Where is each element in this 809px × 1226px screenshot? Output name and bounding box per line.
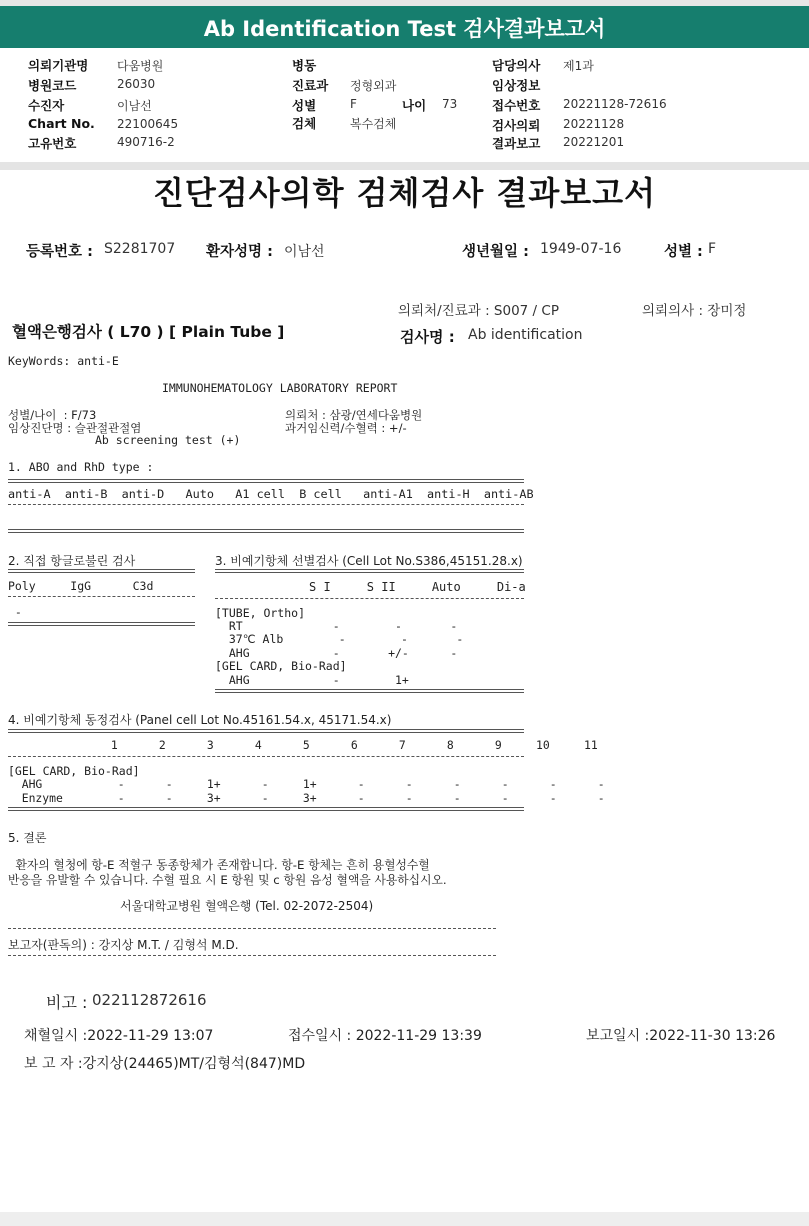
info-label: 병원코드 [28, 78, 77, 93]
info-label: 담당의사 [492, 58, 541, 73]
section-3-title: 3. 비예기항체 선별검사 (Cell Lot No.S386,45151.28.x) [215, 554, 523, 568]
ordering-doctor: 의뢰의사 : 장미정 [642, 303, 747, 319]
double-rule [8, 729, 524, 733]
info-label: 의뢰기관명 [28, 58, 89, 73]
info-label: 임상정보 [492, 78, 541, 93]
screening-row: RT - - - [215, 619, 458, 633]
screening-row: AHG - 1+ [215, 673, 409, 687]
screening-row: [GEL CARD, Bio-Rad] [215, 659, 347, 673]
screening-row: AHG - +/- - [215, 646, 458, 660]
info-value: 다움병원 [117, 59, 164, 73]
section-4-title: 4. 비예기항체 동정검사 (Panel cell Lot No.45161.54.x, 45171.54.x) [8, 713, 392, 727]
info-value: 제1과 [563, 59, 594, 73]
info-label: 검사의뢰 [492, 118, 541, 133]
diagnosis-line: 임상진단명 : 슬관절관절염 [8, 421, 142, 435]
dashed-rule [8, 504, 524, 505]
double-rule [215, 689, 524, 693]
reg-number-label: 등록번호 : [26, 244, 93, 260]
dob-value: 1949-07-16 [540, 241, 622, 257]
note-label: 비고 : [46, 993, 88, 1012]
bottom-strip [0, 1212, 809, 1226]
double-rule [8, 622, 195, 626]
double-rule [215, 569, 524, 573]
report-time: 보고일시 :2022-11-30 13:26 [586, 1028, 776, 1044]
dat-header: Poly IgG C3d [8, 579, 154, 593]
dashed-rule [215, 598, 524, 599]
header-title: Ab Identification Test 검사결과보고서 [203, 17, 606, 41]
dashed-rule [8, 955, 496, 956]
conclusion-line: 반응을 유발할 수 있습니다. 수혈 필요 시 E 항원 및 c 항원 음성 혈액을 사용하십시오. [8, 873, 447, 887]
document-title: 진단검사의학 검체검사 결과보고서 [153, 174, 656, 212]
info-value: 26030 [117, 77, 156, 91]
panel-header: 1 2 3 4 5 6 7 8 9 10 11 [8, 738, 598, 752]
info-label: 고유번호 [28, 136, 77, 151]
blood-bank-contact: 서울대학교병원 혈액은행 (Tel. 02-2072-2504) [120, 899, 374, 913]
double-rule [8, 479, 524, 483]
section-2-title: 2. 직접 항글로불린 검사 [8, 554, 136, 568]
info-label: 수진자 [28, 98, 65, 113]
reporter-line: 보고자(판독의) : 강지상 M.T. / 김형석 M.D. [8, 938, 239, 952]
info-value: 490716-2 [117, 135, 175, 149]
info-label: 결과보고 [492, 136, 541, 151]
panel-row: AHG - - 1+ - 1+ - - - - - - [8, 777, 605, 791]
screening-row: 37℃ Alb - - - [215, 632, 464, 646]
test-name-label: 검사명 : [400, 328, 455, 346]
info-value: 20221128-72616 [563, 97, 667, 111]
info-value: 20221201 [563, 135, 625, 149]
report-header [0, 6, 809, 48]
test-name-value: Ab identification [468, 327, 583, 343]
history-line: 과거임신력/수혈력 : +/- [285, 421, 407, 435]
dept-info: 의뢰처/진료과 : S007 / CP [398, 303, 559, 319]
dashed-rule [8, 756, 524, 757]
patient-info-panel [0, 48, 809, 166]
keywords: KeyWords: anti-E [8, 354, 119, 368]
lab-report-title: IMMUNOHEMATOLOGY LABORATORY REPORT [162, 381, 398, 395]
info-value: F [350, 97, 357, 111]
dat-value: - [8, 605, 22, 619]
test-group: 혈액은행검사 ( L70 ) [ Plain Tube ] [12, 323, 285, 341]
double-rule [8, 569, 195, 573]
info-label: 성별 [292, 98, 317, 113]
screening-line: Ab screening test (+) [95, 433, 241, 447]
abo-header: anti-A anti-B anti-D Auto A1 cell B cell anti-A1 anti-H anti-AB [8, 487, 534, 501]
info-value: 22100645 [117, 117, 179, 131]
conclusion-line: 환자의 혈청에 항-E 적혈구 동종항체가 존재합니다. 항-E 항체는 흔히 용혈성수혈 [8, 858, 430, 872]
patient-name-value: 이남선 [284, 244, 325, 260]
info-label: Chart No. [28, 116, 95, 131]
info-value: 복수검체 [350, 117, 397, 131]
double-rule [8, 529, 524, 533]
panel-row: [GEL CARD, Bio-Rad] [8, 764, 140, 778]
sex-age-line: 성별/나이 : F/73 [8, 408, 97, 422]
section-5-title: 5. 결론 [8, 831, 47, 845]
double-rule [8, 807, 524, 811]
screening-header: S I S II Auto Di-a [309, 580, 526, 594]
footer-reporter: 보 고 자 :강지상(24465)MT/김형석(847)MD [24, 1056, 306, 1072]
panel-row: Enzyme - - 3+ - 3+ - - - - - - [8, 791, 605, 805]
info-label: 진료과 [292, 78, 329, 93]
sex-label: 성별 : [664, 244, 703, 260]
note-value: 022112872616 [92, 991, 207, 1009]
info-label: 병동 [292, 58, 317, 73]
info-label: 검체 [292, 116, 317, 131]
section-1-title: 1. ABO and RhD type : [8, 460, 154, 474]
info-value: 정형외과 [350, 79, 397, 93]
screening-row: [TUBE, Ortho] [215, 606, 306, 620]
info-value: 73 [442, 97, 458, 111]
dashed-rule [8, 596, 195, 597]
collect-time: 채혈일시 :2022-11-29 13:07 [24, 1028, 214, 1044]
info-label: 접수번호 [492, 98, 541, 113]
patient-name-label: 환자성명 : [206, 244, 273, 260]
dashed-rule [8, 928, 496, 929]
receive-time: 접수일시 : 2022-11-29 13:39 [288, 1028, 482, 1044]
referrer-line: 의뢰처 : 삼광/연세다움병원 [285, 408, 423, 422]
info-value: 20221128 [563, 117, 625, 131]
dob-label: 생년월일 : [462, 244, 529, 260]
info-label: 나이 [402, 98, 427, 113]
reg-number-value: S2281707 [104, 241, 176, 257]
info-value: 이남선 [117, 99, 152, 113]
sex-value: F [708, 241, 717, 257]
